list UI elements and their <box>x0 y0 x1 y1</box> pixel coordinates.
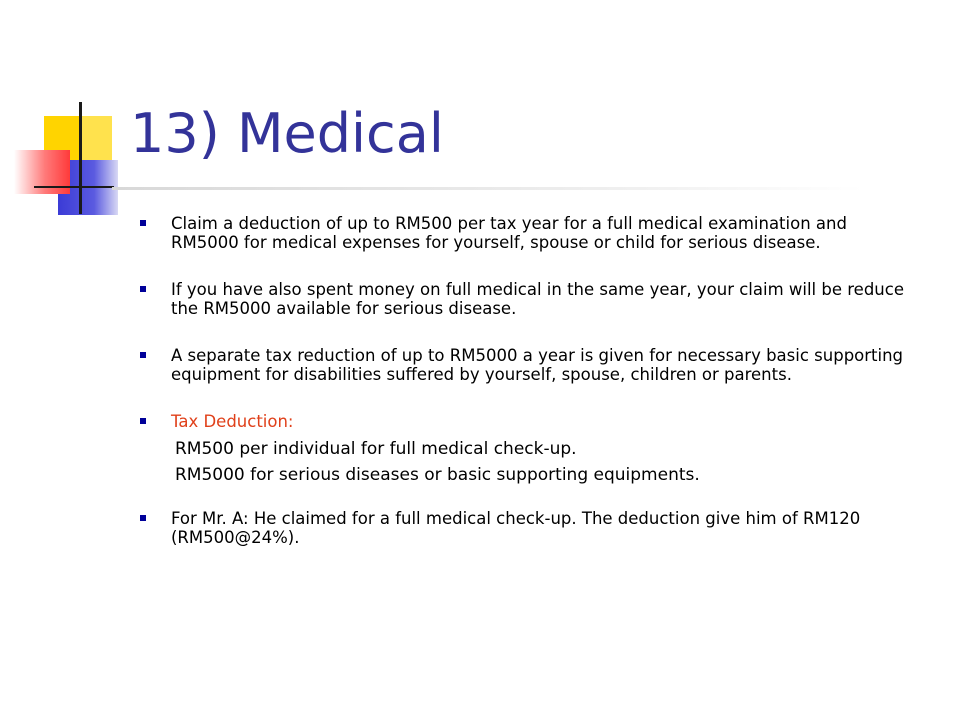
bullet-text: Tax Deduction: <box>171 412 294 431</box>
bullet-item <box>138 346 918 384</box>
sub-line: RM500 per individual for full medical check-up. <box>175 439 577 459</box>
square-bullet-icon <box>140 220 146 226</box>
square-bullet-icon <box>140 286 146 292</box>
bullet-text: For Mr. A: He claimed for a full medical check-up. The deduction give him of RM120 (RM500@24%). <box>171 509 861 547</box>
bullet-text: A separate tax reduction of up to RM5000 a year is given for necessary basic supporting equipment for disabilities suffered by yourself, spouse, children or parents. <box>171 346 904 384</box>
bullet-text: If you have also spent money on full medical in the same year, your claim will be reduce the RM5000 available for serious disease. <box>171 280 904 318</box>
square-bullet-icon <box>140 515 146 521</box>
bullet-item-tax-deduction <box>138 412 918 431</box>
square-bullet-icon <box>140 352 146 358</box>
slide-title: 13) Medical <box>130 102 444 165</box>
decor-horizontal-line <box>34 186 114 188</box>
slide-body <box>138 214 918 575</box>
bullet-item <box>138 509 918 547</box>
sub-line: RM5000 for serious diseases or basic supporting equipments. <box>175 465 700 485</box>
bullet-text: Claim a deduction of up to RM500 per tax year for a full medical examination and RM5000 for medical expenses for yourself, spouse or child for serious disease. <box>171 214 847 252</box>
title-underline <box>112 187 864 190</box>
bullet-item <box>138 214 918 252</box>
bullet-item <box>138 280 918 318</box>
tax-deduction-details <box>138 439 918 486</box>
decor-vertical-line <box>79 102 82 214</box>
square-bullet-icon <box>140 418 146 424</box>
